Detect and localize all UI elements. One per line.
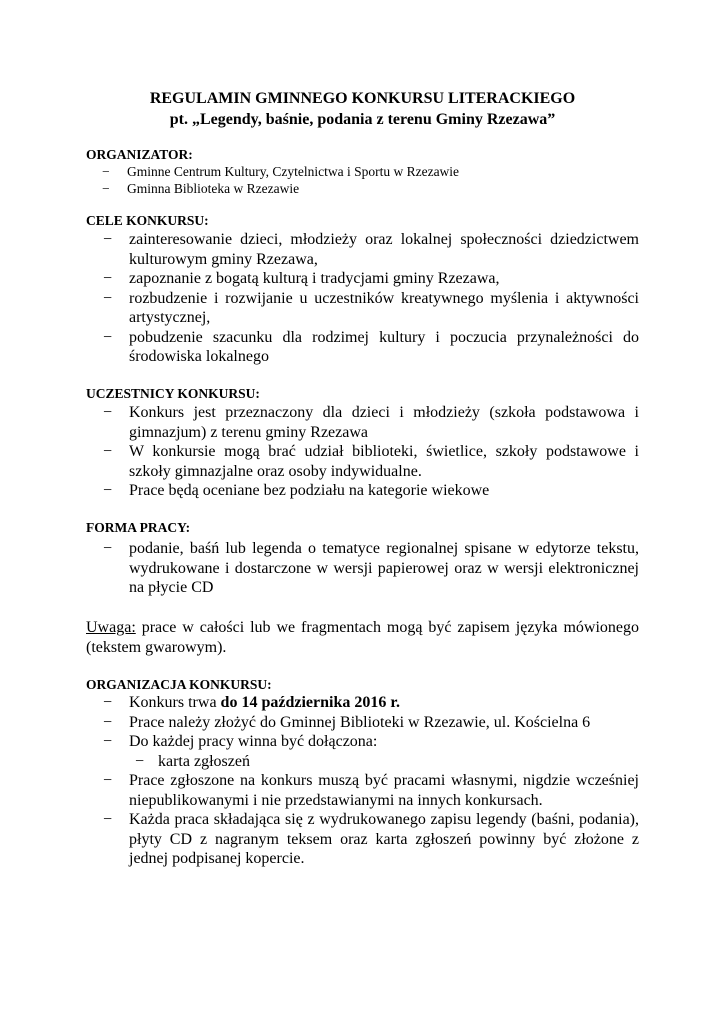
organizacja-list <box>86 693 639 869</box>
list-item: − Prace należy złożyć do Gminnej Biblioteki w Rzezawie, ul. Kościelna 6 <box>103 713 591 731</box>
dash-bullet: − <box>135 752 145 770</box>
forma-list <box>86 539 639 598</box>
dash-bullet: − <box>103 540 113 557</box>
uwaga-text: prace w całości lub we fragmentach mogą być zapisem języka mówionego (tekstem gwarowym). <box>86 619 639 656</box>
dash-bullet: − <box>103 443 113 460</box>
list-item: − zapoznanie z bogatą kulturą i tradycjami gminy Rzezawa, <box>103 270 500 287</box>
list-item: − Gminna Biblioteka w Rzezawie <box>102 181 300 196</box>
list-item: − podanie, baśń lub legenda o tematyce regionalnej spisane w edytorze tekstu, wydrukowane i dostarczone w wersji papierowej oraz w wersji elektronicznej na płycie CD <box>103 540 639 596</box>
list-item: − Do każdej pracy winna być dołączona: <box>103 733 378 750</box>
document-subtitle: pt. „Legendy, baśnie, podania z terenu Gminy Rzezawa” <box>169 111 556 128</box>
uczestnicy-list <box>86 403 639 501</box>
dash-bullet: − <box>102 164 110 179</box>
dash-bullet: − <box>103 713 113 731</box>
organizator-heading: ORGANIZATOR: <box>86 147 193 162</box>
dash-bullet: − <box>103 482 113 499</box>
list-item: − Gminne Centrum Kultury, Czytelnictwa i Sportu w Rzezawie <box>102 164 460 179</box>
dash-bullet: − <box>103 772 113 789</box>
dash-bullet: − <box>103 733 113 750</box>
dash-bullet: − <box>103 404 113 421</box>
deadline-date: do 14 października 2016 r. <box>220 694 400 711</box>
forma-heading: FORMA PRACY: <box>86 520 191 535</box>
list-item: − Każda praca składająca się z wydrukowanego zapisu legendy (baśni, podania), płyty CD z nagranym teksem oraz karta zgłoszeń powinny być złożone z jednej podpisanej kopercie. <box>103 811 639 867</box>
list-item: − W konkursie mogą brać udział biblioteki, świetlice, szkoły podstawowe i szkoły gimnazjalne oraz osoby indywidualne. <box>103 443 639 480</box>
list-item: − Prace będą oceniane bez podziału na kategorie wiekowe <box>103 482 490 499</box>
cele-heading: CELE KONKURSU: <box>86 213 209 228</box>
document-title: REGULAMIN GMINNEGO KONKURSU LITERACKIEGO <box>149 90 576 107</box>
dash-bullet: − <box>103 328 113 346</box>
dash-bullet: − <box>103 811 113 828</box>
dash-bullet: − <box>103 270 113 287</box>
list-item: − pobudzenie szacunku dla rodzimej kultury i poczucia przynależności do środowiska lokalnego <box>103 328 639 365</box>
dash-bullet: − <box>103 231 113 248</box>
list-item: − Prace zgłoszone na konkurs muszą być pracami własnymi, nigdzie wcześniej niepublikowanymi i nie przedstawianymi na innych konkursach. <box>103 772 639 809</box>
cele-list <box>86 230 639 367</box>
list-item: − zainteresowanie dzieci, młodzieży oraz lokalnej społeczności dziedzictwem kulturowym gminy Rzezawa, <box>103 231 639 268</box>
organizator-list <box>86 163 646 197</box>
list-item: − Konkurs trwa do 14 października 2016 r. <box>103 694 400 711</box>
dash-bullet: − <box>103 289 113 307</box>
uwaga-label: Uwaga: <box>86 619 136 636</box>
list-item: − rozbudzenie i rozwijanie u uczestników kreatywnego myślenia i aktywności artystycznej, <box>103 289 639 326</box>
uwaga-note <box>86 618 639 658</box>
list-item-nested: − karta zgłoszeń <box>135 752 250 770</box>
dash-bullet: − <box>102 181 110 196</box>
list-item: − Konkurs jest przeznaczony dla dzieci i młodzieży (szkoła podstawowa i gimnazjum) z terenu gminy Rzezawa <box>103 404 639 441</box>
organizacja-heading: ORGANIZACJA KONKURSU: <box>86 677 272 692</box>
dash-bullet: − <box>103 694 113 711</box>
uczestnicy-heading: UCZESTNICY KONKURSU: <box>86 386 260 401</box>
